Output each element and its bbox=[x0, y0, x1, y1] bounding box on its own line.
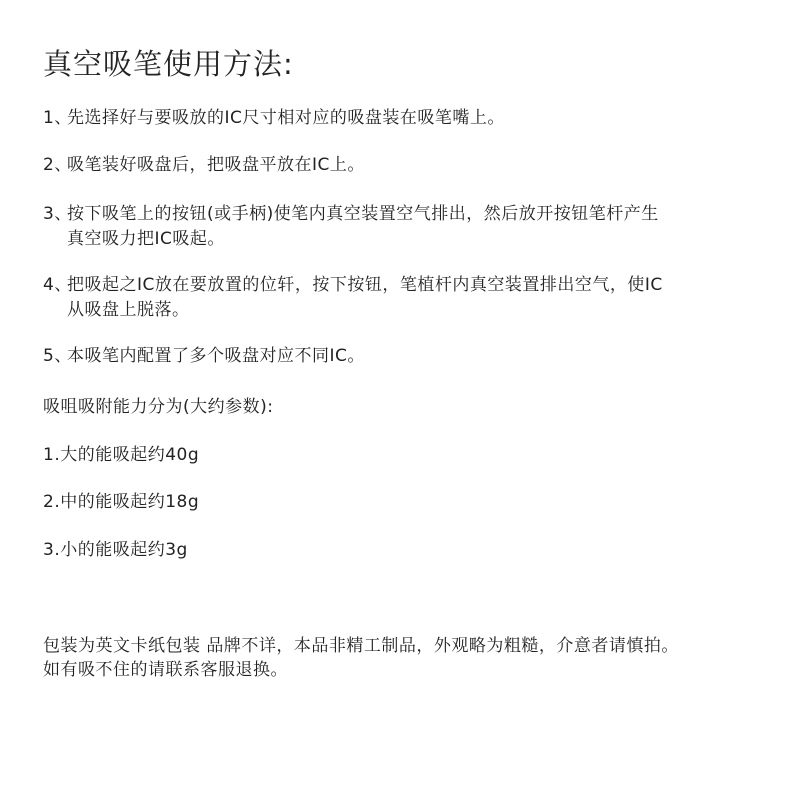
packaging-note: 包装为英文卡纸包装 品牌不详，本品非精工制品，外观略为粗糙，介意者请慎拍。 bbox=[43, 636, 679, 656]
step-1 bbox=[43, 106, 505, 131]
step-text: 先选择好与要吸放的IC尺寸相对应的吸盘装在吸笔嘴上。 bbox=[67, 108, 505, 128]
step-number: 5、 bbox=[43, 346, 72, 366]
step-3 bbox=[43, 202, 659, 252]
step-2 bbox=[43, 153, 365, 178]
step-number: 1、 bbox=[43, 108, 72, 128]
step-4 bbox=[43, 273, 663, 323]
step-text: 按下吸笔上的按钮(或手柄)使笔内真空装置空气排出，然后放开按钮笔杆产生 bbox=[67, 204, 659, 224]
capacity-item-medium: 2.中的能吸起约18g bbox=[43, 492, 200, 512]
return-note: 如有吸不住的请联系客服退换。 bbox=[43, 660, 288, 680]
step-5 bbox=[43, 344, 365, 369]
capacity-item-large: 1.大的能吸起约40g bbox=[43, 445, 200, 465]
step-number: 2、 bbox=[43, 155, 72, 175]
step-text-continued: 真空吸力把IC吸起。 bbox=[67, 229, 225, 249]
step-number: 4、 bbox=[43, 275, 72, 295]
page-title: 真空吸笔使用方法: bbox=[43, 47, 294, 81]
step-text: 本吸笔内配置了多个吸盘对应不同IC。 bbox=[67, 346, 365, 366]
step-text-continued: 从吸盘上脱落。 bbox=[67, 300, 190, 320]
step-text: 吸笔装好吸盘后，把吸盘平放在IC上。 bbox=[67, 155, 365, 175]
capacity-heading: 吸咀吸附能力分为(大约参数): bbox=[43, 397, 274, 417]
step-text: 把吸起之IC放在要放置的位轩，按下按钮，笔植杆内真空装置排出空气，使IC bbox=[67, 275, 663, 295]
step-number: 3、 bbox=[43, 204, 72, 224]
capacity-item-small: 3.小的能吸起约3g bbox=[43, 540, 188, 560]
